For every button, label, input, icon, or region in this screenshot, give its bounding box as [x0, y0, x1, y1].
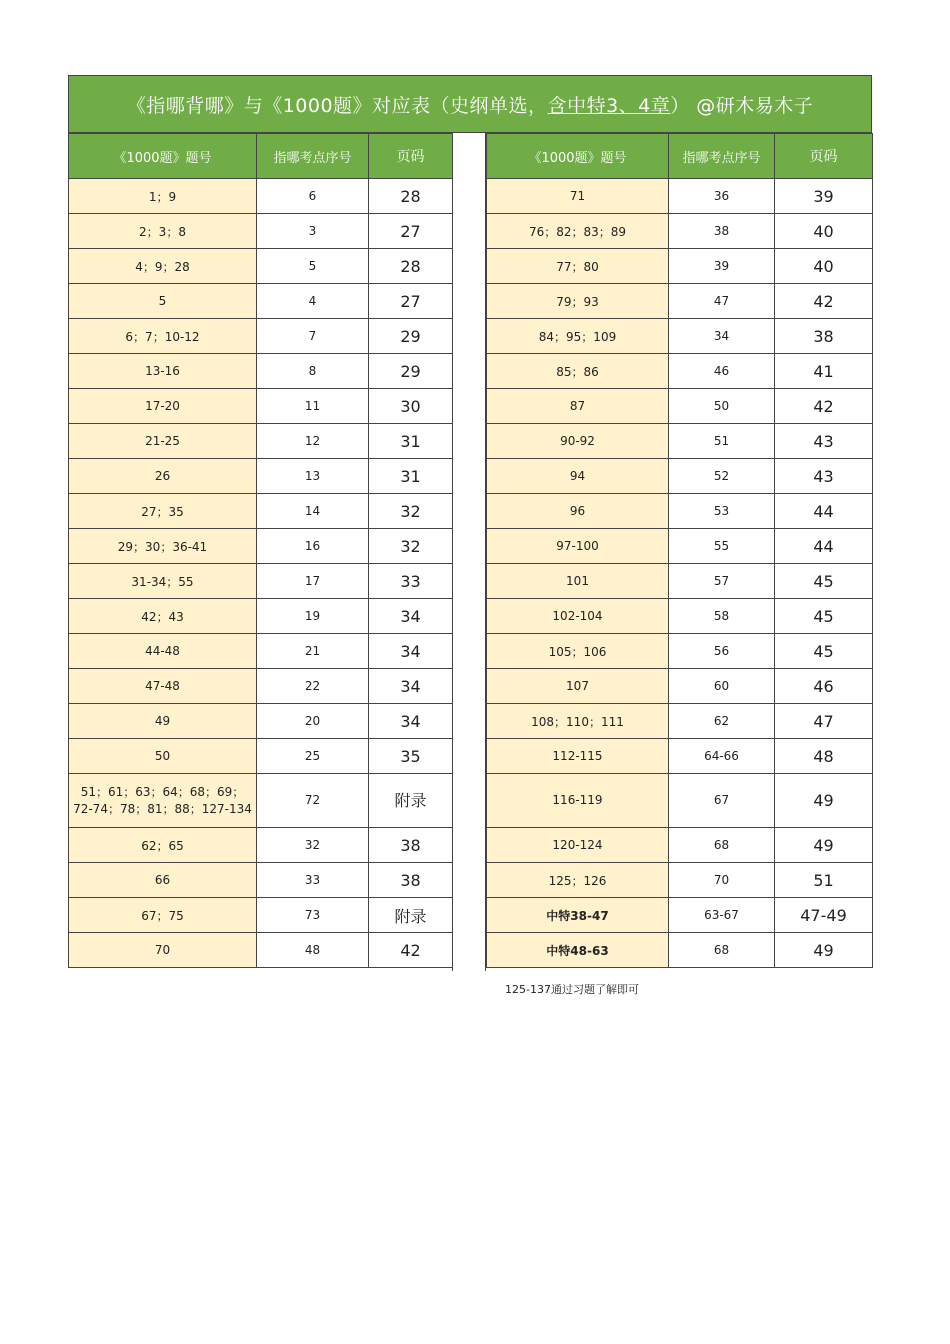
question-cell: 77；80: [487, 249, 669, 284]
page-title: [68, 75, 872, 133]
left-table-row: [69, 214, 453, 249]
right-table-row: [487, 249, 873, 284]
page-cell: 29: [369, 319, 453, 354]
right-table-row: [487, 459, 873, 494]
page-cell: 附录: [369, 774, 453, 828]
page-cell: 27: [369, 284, 453, 319]
question-cell: 112-115: [487, 739, 669, 774]
left-table-row: [69, 774, 453, 828]
left-header-row: [69, 134, 453, 179]
point-cell: 56: [669, 634, 775, 669]
question-cell: 27；35: [69, 494, 257, 529]
page-cell: 34: [369, 704, 453, 739]
question-cell: 4；9；28: [69, 249, 257, 284]
right-table-row: [487, 354, 873, 389]
point-cell: 21: [257, 634, 369, 669]
point-cell: 46: [669, 354, 775, 389]
right-table-row: [487, 828, 873, 863]
point-cell: 73: [257, 898, 369, 933]
left-header-question: 《1000题》题号: [69, 134, 257, 179]
question-cell: 97-100: [487, 529, 669, 564]
point-cell: 58: [669, 599, 775, 634]
point-cell: 72: [257, 774, 369, 828]
point-cell: 68: [669, 828, 775, 863]
page-cell: 29: [369, 354, 453, 389]
footnote: 125-137通过习题了解即可: [505, 983, 639, 996]
question-cell: 108；110；111: [487, 704, 669, 739]
right-table-row: [487, 529, 873, 564]
question-cell: 105；106: [487, 634, 669, 669]
left-table-row: [69, 933, 453, 968]
question-cell: 94: [487, 459, 669, 494]
question-cell: 125；126: [487, 863, 669, 898]
question-cell: 85；86: [487, 354, 669, 389]
question-cell: 42；43: [69, 599, 257, 634]
point-cell: 64-66: [669, 739, 775, 774]
left-table-row: [69, 249, 453, 284]
point-cell: 12: [257, 424, 369, 459]
point-cell: 3: [257, 214, 369, 249]
point-cell: 5: [257, 249, 369, 284]
point-cell: 7: [257, 319, 369, 354]
question-cell: 29；30；36-41: [69, 529, 257, 564]
point-cell: 39: [669, 249, 775, 284]
page-cell: 45: [775, 634, 873, 669]
right-table-row: [487, 494, 873, 529]
point-cell: 38: [669, 214, 775, 249]
point-cell: 50: [669, 389, 775, 424]
point-cell: 70: [669, 863, 775, 898]
right-header-row: [487, 134, 873, 179]
question-cell: 47-48: [69, 669, 257, 704]
right-table-row: [487, 179, 873, 214]
question-cell: 26: [69, 459, 257, 494]
page-cell: 49: [775, 774, 873, 828]
right-table-row: [487, 774, 873, 828]
left-table-row: [69, 739, 453, 774]
left-table-row: [69, 599, 453, 634]
point-cell: 62: [669, 704, 775, 739]
question-cell: 70: [69, 933, 257, 968]
page-cell: 31: [369, 459, 453, 494]
question-cell: 90-92: [487, 424, 669, 459]
point-cell: 22: [257, 669, 369, 704]
question-cell: 120-124: [487, 828, 669, 863]
right-table-row: [487, 389, 873, 424]
right-table-row: [487, 214, 873, 249]
point-cell: 52: [669, 459, 775, 494]
page-cell: 38: [775, 319, 873, 354]
table-gap: [452, 133, 486, 971]
left-table-row: [69, 704, 453, 739]
page-cell: 42: [775, 389, 873, 424]
page-cell: 43: [775, 459, 873, 494]
point-cell: 19: [257, 599, 369, 634]
right-table-body: [487, 179, 873, 968]
title-part-1: 《指哪背哪》与《1000题》对应表（史纲单选，: [126, 94, 548, 117]
point-cell: 14: [257, 494, 369, 529]
right-table-row: [487, 863, 873, 898]
left-table-row: [69, 634, 453, 669]
page-cell: 41: [775, 354, 873, 389]
question-cell: 2；3；8: [69, 214, 257, 249]
point-cell: 4: [257, 284, 369, 319]
point-cell: 8: [257, 354, 369, 389]
question-cell: 17-20: [69, 389, 257, 424]
question-cell: 51；61；63；64；68；69；72-74；78；81；88；127-134: [69, 774, 257, 828]
point-cell: 11: [257, 389, 369, 424]
page-cell: 28: [369, 179, 453, 214]
question-cell: 107: [487, 669, 669, 704]
page-cell: 附录: [369, 898, 453, 933]
right-table-row: [487, 898, 873, 933]
page-cell: 44: [775, 494, 873, 529]
right-table-row: [487, 669, 873, 704]
question-cell: 87: [487, 389, 669, 424]
point-cell: 17: [257, 564, 369, 599]
page-cell: 48: [775, 739, 873, 774]
left-table-row: [69, 529, 453, 564]
page-cell: 32: [369, 529, 453, 564]
right-table-row: [487, 564, 873, 599]
left-table-row: [69, 494, 453, 529]
question-cell: 67；75: [69, 898, 257, 933]
page-cell: 33: [369, 564, 453, 599]
page-cell: 49: [775, 933, 873, 968]
page-cell: 34: [369, 599, 453, 634]
point-cell: 6: [257, 179, 369, 214]
question-cell: 中特48-63: [487, 933, 669, 968]
right-table-row: [487, 933, 873, 968]
page-cell: 39: [775, 179, 873, 214]
question-cell: 1；9: [69, 179, 257, 214]
page-cell: 44: [775, 529, 873, 564]
question-cell: 62；65: [69, 828, 257, 863]
page-cell: 42: [369, 933, 453, 968]
page-cell: 38: [369, 828, 453, 863]
page-cell: 42: [775, 284, 873, 319]
point-cell: 47: [669, 284, 775, 319]
point-cell: 32: [257, 828, 369, 863]
page-cell: 51: [775, 863, 873, 898]
page-cell: 28: [369, 249, 453, 284]
left-mapping-table: [68, 133, 453, 968]
question-cell: 116-119: [487, 774, 669, 828]
page-cell: 47: [775, 704, 873, 739]
point-cell: 20: [257, 704, 369, 739]
page-cell: 34: [369, 669, 453, 704]
question-cell: 76；82；83；89: [487, 214, 669, 249]
point-cell: 25: [257, 739, 369, 774]
point-cell: 48: [257, 933, 369, 968]
question-cell: 31-34；55: [69, 564, 257, 599]
page-cell: 47-49: [775, 898, 873, 933]
left-table-row: [69, 898, 453, 933]
right-header-page: 页码: [775, 134, 873, 179]
point-cell: 55: [669, 529, 775, 564]
page-cell: 34: [369, 634, 453, 669]
question-cell: 49: [69, 704, 257, 739]
question-cell: 中特38-47: [487, 898, 669, 933]
question-cell: 84；95；109: [487, 319, 669, 354]
title-underlined: 含中特3、4章: [547, 94, 671, 117]
question-cell: 79；93: [487, 284, 669, 319]
point-cell: 68: [669, 933, 775, 968]
question-cell: 71: [487, 179, 669, 214]
left-table-row: [69, 564, 453, 599]
question-cell: 13-16: [69, 354, 257, 389]
question-cell: 102-104: [487, 599, 669, 634]
question-cell: 66: [69, 863, 257, 898]
left-table-row: [69, 354, 453, 389]
left-table-row: [69, 389, 453, 424]
point-cell: 16: [257, 529, 369, 564]
right-table-row: [487, 319, 873, 354]
point-cell: 57: [669, 564, 775, 599]
point-cell: 60: [669, 669, 775, 704]
right-table-row: [487, 739, 873, 774]
point-cell: 51: [669, 424, 775, 459]
question-cell: 101: [487, 564, 669, 599]
page-cell: 45: [775, 564, 873, 599]
right-header-point: 指哪考点序号: [669, 134, 775, 179]
page-cell: 30: [369, 389, 453, 424]
left-table-row: [69, 828, 453, 863]
question-cell: 6；7；10-12: [69, 319, 257, 354]
left-table-row: [69, 284, 453, 319]
question-cell: 96: [487, 494, 669, 529]
point-cell: 34: [669, 319, 775, 354]
right-table-row: [487, 704, 873, 739]
left-table-row: [69, 669, 453, 704]
right-mapping-table: [486, 133, 873, 968]
point-cell: 67: [669, 774, 775, 828]
page-cell: 35: [369, 739, 453, 774]
point-cell: 53: [669, 494, 775, 529]
left-header-page: 页码: [369, 134, 453, 179]
title-part-2: ） @研木易木子: [670, 94, 814, 117]
right-table-row: [487, 284, 873, 319]
page-cell: 32: [369, 494, 453, 529]
left-header-point: 指哪考点序号: [257, 134, 369, 179]
page-cell: 27: [369, 214, 453, 249]
page-cell: 49: [775, 828, 873, 863]
right-table-row: [487, 599, 873, 634]
left-table-row: [69, 863, 453, 898]
left-table-row: [69, 179, 453, 214]
page-cell: 45: [775, 599, 873, 634]
point-cell: 63-67: [669, 898, 775, 933]
page-cell: 43: [775, 424, 873, 459]
mapping-sheet: [68, 75, 872, 960]
page-cell: 40: [775, 214, 873, 249]
left-table-body: [69, 179, 453, 968]
point-cell: 33: [257, 863, 369, 898]
question-cell: 44-48: [69, 634, 257, 669]
page-cell: 38: [369, 863, 453, 898]
point-cell: 13: [257, 459, 369, 494]
question-cell: 50: [69, 739, 257, 774]
page-cell: 31: [369, 424, 453, 459]
page-cell: 46: [775, 669, 873, 704]
point-cell: 36: [669, 179, 775, 214]
left-table-row: [69, 319, 453, 354]
right-header-question: 《1000题》题号: [487, 134, 669, 179]
question-cell: 5: [69, 284, 257, 319]
left-table-row: [69, 459, 453, 494]
page-cell: 40: [775, 249, 873, 284]
right-table-row: [487, 634, 873, 669]
right-table-row: [487, 424, 873, 459]
question-cell: 21-25: [69, 424, 257, 459]
left-table-row: [69, 424, 453, 459]
